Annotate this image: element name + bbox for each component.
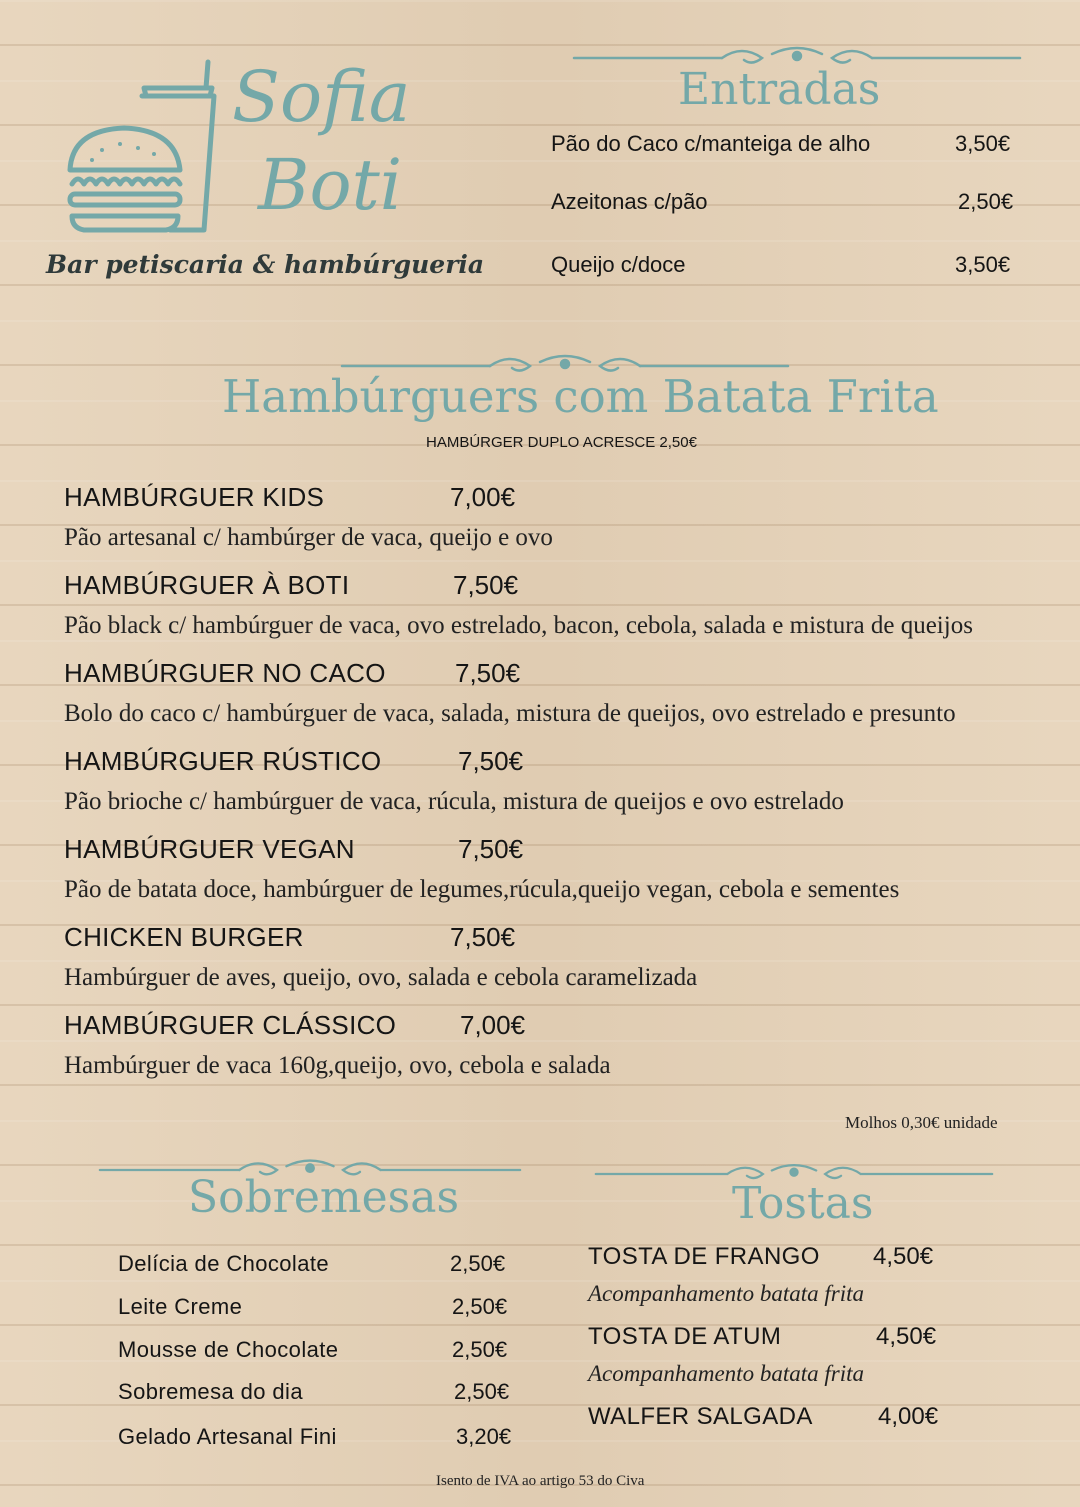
hamburgers-title: Hambúrguers com Batata Frita bbox=[222, 370, 939, 423]
burger-item-description: Pão brioche c/ hambúrguer de vaca, rúcula, mistura de queijos e ovo estrelado bbox=[64, 788, 844, 815]
hamburgers-subtitle: HAMBÚRGER DUPLO ACRESCE 2,50€ bbox=[426, 434, 697, 451]
burger-and-cup-icon bbox=[62, 58, 222, 248]
dessert-item-name: Sobremesa do dia bbox=[118, 1379, 303, 1404]
dessert-item-name: Mousse de Chocolate bbox=[118, 1337, 339, 1362]
burger-item-price: 7,50€ bbox=[455, 658, 521, 688]
sauces-note: Molhos 0,30€ unidade bbox=[845, 1113, 998, 1132]
dessert-item-name: Delícia de Chocolate bbox=[118, 1251, 330, 1276]
tosta-item-name: WALFER SALGADA bbox=[588, 1403, 813, 1430]
burger-item-name: HAMBÚRGUER CLÁSSICO bbox=[64, 1010, 397, 1040]
entrada-item-price: 3,50€ bbox=[955, 252, 1011, 277]
burger-item-name: HAMBÚRGUER KIDS bbox=[64, 482, 325, 512]
dessert-item-name: Leite Creme bbox=[118, 1294, 243, 1319]
tosta-item-name: TOSTA DE FRANGO bbox=[588, 1243, 820, 1270]
burger-item-price: 7,50€ bbox=[453, 570, 519, 600]
burger-item-name: HAMBÚRGUER À BOTI bbox=[64, 570, 350, 600]
burger-item-description: Bolo do caco c/ hambúrguer de vaca, salada, mistura de queijos, ovo estrelado e presunto bbox=[64, 700, 956, 727]
burger-item-name: HAMBÚRGUER RÚSTICO bbox=[64, 746, 382, 776]
burger-item-name: HAMBÚRGUER NO CACO bbox=[64, 658, 386, 688]
entradas-title: Entradas bbox=[678, 64, 881, 115]
burger-item-name: CHICKEN BURGER bbox=[64, 922, 304, 952]
entrada-item-price: 3,50€ bbox=[955, 131, 1011, 156]
tax-exemption-note: Isento de IVA ao artigo 53 do Civa bbox=[436, 1473, 645, 1489]
dessert-item-name: Gelado Artesanal Fini bbox=[118, 1424, 337, 1449]
dessert-item-price: 2,50€ bbox=[454, 1379, 510, 1404]
brand-name-line2: Boti bbox=[258, 144, 403, 226]
tosta-item-price: 4,50€ bbox=[876, 1323, 937, 1350]
entrada-item-name: Pão do Caco c/manteiga de alho bbox=[551, 131, 871, 156]
burger-item-price: 7,50€ bbox=[450, 922, 516, 952]
tosta-item-description: Acompanhamento batata frita bbox=[588, 1281, 864, 1306]
burger-item-price: 7,00€ bbox=[460, 1010, 526, 1040]
brand-subtitle: Bar petiscaria & hambúrgueria bbox=[46, 250, 485, 279]
burger-item-description: Hambúrguer de aves, queijo, ovo, salada e cebola caramelizada bbox=[64, 964, 698, 991]
burger-item-price: 7,00€ bbox=[450, 482, 516, 512]
entrada-item-name: Queijo c/doce bbox=[551, 252, 686, 277]
entrada-item-name: Azeitonas c/pão bbox=[551, 189, 708, 214]
burger-item-description: Pão de batata doce, hambúrguer de legumes,rúcula,queijo vegan, cebola e sementes bbox=[64, 876, 900, 903]
burger-item-description: Pão black c/ hambúrguer de vaca, ovo estrelado, bacon, cebola, salada e mistura de queijos bbox=[64, 612, 973, 639]
dessert-item-price: 2,50€ bbox=[450, 1251, 506, 1276]
burger-item-price: 7,50€ bbox=[458, 746, 524, 776]
tostas-title: Tostas bbox=[732, 1178, 874, 1229]
burger-item-price: 7,50€ bbox=[458, 834, 524, 864]
brand-name-line1: Sofia bbox=[232, 56, 411, 138]
dessert-item-price: 2,50€ bbox=[452, 1294, 508, 1319]
sobremesas-title: Sobremesas bbox=[188, 1172, 460, 1223]
burger-item-description: Hambúrguer de vaca 160g,queijo, ovo, cebola e salada bbox=[64, 1052, 611, 1079]
dessert-item-price: 3,20€ bbox=[456, 1424, 512, 1449]
tosta-item-price: 4,50€ bbox=[873, 1243, 934, 1270]
dessert-item-price: 2,50€ bbox=[452, 1337, 508, 1362]
tosta-item-description: Acompanhamento batata frita bbox=[588, 1361, 864, 1386]
burger-item-name: HAMBÚRGUER VEGAN bbox=[64, 834, 355, 864]
burger-item-description: Pão artesanal c/ hambúrger de vaca, queijo e ovo bbox=[64, 524, 553, 551]
tosta-item-price: 4,00€ bbox=[878, 1403, 939, 1430]
entrada-item-price: 2,50€ bbox=[958, 189, 1014, 214]
tosta-item-name: TOSTA DE ATUM bbox=[588, 1323, 782, 1350]
